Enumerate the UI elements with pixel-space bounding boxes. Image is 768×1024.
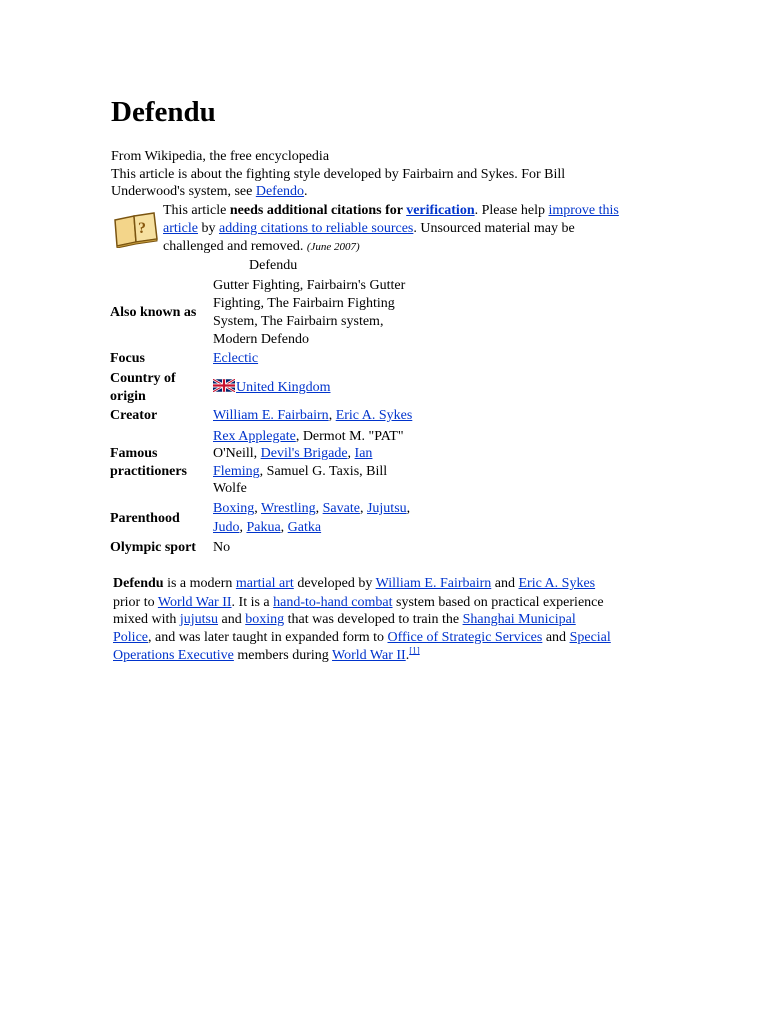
fairbairn-body-link[interactable]: William E. Fairbairn bbox=[375, 576, 492, 591]
soe-link-2[interactable]: Operations Executive bbox=[113, 648, 234, 663]
shanghai-police-link[interactable]: Shanghai Municipal bbox=[462, 612, 576, 627]
improve-article-link[interactable]: improve this bbox=[548, 203, 619, 218]
body-text: members during bbox=[233, 648, 333, 663]
famous-text: , bbox=[347, 446, 355, 461]
verification-link[interactable]: verification bbox=[406, 203, 475, 218]
hatnote-end: . bbox=[304, 184, 308, 199]
olympic-value: No bbox=[213, 540, 231, 555]
famous-label: Famous bbox=[110, 446, 158, 461]
creator-value bbox=[213, 407, 412, 425]
famous-text: , Dermot M. "PAT" bbox=[295, 429, 404, 444]
body-text: prior to bbox=[113, 595, 158, 610]
notice-text: . Unsourced material may be bbox=[413, 221, 575, 236]
notice-text: . Please help bbox=[474, 203, 549, 218]
ian-fleming-link[interactable]: Ian bbox=[354, 446, 373, 461]
tagline: From Wikipedia, the free encyclopedia bbox=[111, 149, 330, 164]
famous-text: , Samuel G. Taxis, Bill bbox=[259, 464, 388, 479]
body-text: mixed with bbox=[113, 612, 180, 627]
fairbairn-link[interactable]: William E. Fairbairn bbox=[213, 408, 329, 423]
martial-art-link[interactable]: martial art bbox=[235, 576, 294, 591]
sykes-link[interactable]: Eric A. Sykes bbox=[335, 408, 413, 423]
ian-fleming-link-2[interactable]: Fleming bbox=[213, 464, 260, 479]
united-kingdom-link[interactable]: United Kingdom bbox=[236, 380, 331, 395]
parenthood-line-2 bbox=[213, 519, 321, 537]
sykes-body-link[interactable]: Eric A. Sykes bbox=[518, 576, 596, 591]
country-label: Country of bbox=[110, 371, 176, 386]
body-line-3 bbox=[113, 611, 576, 629]
separator: , bbox=[328, 408, 336, 423]
wwii-link[interactable]: World War II bbox=[157, 595, 232, 610]
notice-line-2 bbox=[163, 220, 575, 238]
parenthood-label: Parenthood bbox=[110, 511, 180, 526]
hatnote-line-1: This article is about the fighting style developed by Fairbairn and Sykes. For Bill bbox=[111, 167, 566, 182]
body-text: and bbox=[218, 612, 246, 627]
shanghai-police-link-2[interactable]: Police bbox=[113, 630, 148, 645]
separator: , bbox=[406, 501, 411, 516]
body-text: is a modern bbox=[163, 576, 236, 591]
famous-label-2: practitioners bbox=[110, 464, 187, 479]
wwii-link-2[interactable]: World War II bbox=[332, 648, 406, 663]
boxing-link[interactable]: Boxing bbox=[213, 501, 255, 516]
body-text: system based on practical experience bbox=[392, 595, 604, 610]
gatka-link[interactable]: Gatka bbox=[287, 520, 322, 535]
boxing-body-link[interactable]: boxing bbox=[245, 612, 285, 627]
hatnote-line-2 bbox=[111, 183, 308, 201]
famous-line-1 bbox=[213, 428, 404, 446]
notice-date: (June 2007) bbox=[306, 241, 360, 253]
adding-citations-link[interactable]: adding citations to reliable sources bbox=[218, 221, 414, 236]
body-line-5 bbox=[113, 647, 420, 665]
body-text: and bbox=[491, 576, 519, 591]
separator: , bbox=[239, 520, 247, 535]
wrestling-link[interactable]: Wrestling bbox=[260, 501, 316, 516]
devils-brigade-link[interactable]: Devil's Brigade bbox=[260, 446, 348, 461]
improve-article-link-2[interactable]: article bbox=[163, 221, 198, 236]
reference-1-link[interactable]: [1] bbox=[409, 645, 420, 656]
famous-line-3 bbox=[213, 463, 387, 481]
creator-label: Creator bbox=[110, 408, 158, 423]
oss-link[interactable]: Office of Strategic Services bbox=[387, 630, 543, 645]
focus-label: Focus bbox=[110, 351, 145, 366]
book-question-icon bbox=[112, 210, 160, 248]
soe-link[interactable]: Special bbox=[569, 630, 611, 645]
focus-value bbox=[213, 350, 258, 368]
body-line-2 bbox=[113, 594, 604, 612]
country-label-2: origin bbox=[110, 389, 146, 404]
notice-text: This article bbox=[163, 203, 230, 218]
hand-to-hand-link[interactable]: hand-to-hand combat bbox=[273, 595, 393, 610]
body-text: , and was later taught in expanded form to bbox=[148, 630, 388, 645]
body-text: developed by bbox=[293, 576, 376, 591]
applegate-link[interactable]: Rex Applegate bbox=[213, 429, 296, 444]
body-line-4 bbox=[113, 629, 611, 647]
notice-text: challenged and removed. bbox=[163, 239, 307, 254]
separator: , bbox=[254, 501, 261, 516]
parenthood-line-1 bbox=[213, 500, 410, 518]
savate-link[interactable]: Savate bbox=[322, 501, 360, 516]
jujutsu-body-link[interactable]: jujutsu bbox=[179, 612, 219, 627]
uk-flag-icon bbox=[213, 379, 235, 392]
separator: , bbox=[280, 520, 288, 535]
eclectic-link[interactable]: Eclectic bbox=[213, 351, 259, 366]
olympic-label: Olympic sport bbox=[110, 540, 196, 555]
famous-line-4: Wolfe bbox=[213, 481, 247, 496]
notice-line-3 bbox=[163, 238, 360, 256]
body-text: and bbox=[542, 630, 570, 645]
also-known-as-label: Also known as bbox=[110, 305, 197, 320]
defendo-link[interactable]: Defendo bbox=[255, 184, 305, 199]
body-text: that was developed to train the bbox=[284, 612, 463, 627]
svg-text:?: ? bbox=[138, 220, 146, 237]
jujutsu-link[interactable]: Jujutsu bbox=[366, 501, 407, 516]
body-text: . It is a bbox=[231, 595, 274, 610]
judo-link[interactable]: Judo bbox=[213, 520, 240, 535]
notice-bold: needs additional citations for bbox=[229, 203, 407, 218]
separator: , bbox=[359, 501, 367, 516]
country-value bbox=[213, 379, 331, 397]
famous-line-2 bbox=[213, 445, 372, 463]
pakua-link[interactable]: Pakua bbox=[246, 520, 281, 535]
separator: , bbox=[315, 501, 323, 516]
notice-line-1 bbox=[163, 202, 619, 220]
famous-text: O'Neill, bbox=[213, 446, 261, 461]
also-known-as-value-3: System, The Fairbairn system, bbox=[213, 314, 384, 329]
hatnote-text: Underwood's system, see bbox=[111, 184, 256, 199]
also-known-as-value-1: Gutter Fighting, Fairbairn's Gutter bbox=[213, 278, 406, 293]
also-known-as-value-2: Fighting, The Fairbairn Fighting bbox=[213, 296, 395, 311]
page-title: Defendu bbox=[111, 96, 216, 128]
body-text: . bbox=[405, 648, 410, 663]
article-subject: Defendu bbox=[113, 576, 164, 591]
notice-text: by bbox=[197, 221, 219, 236]
body-line-1 bbox=[113, 575, 595, 593]
infobox-caption: Defendu bbox=[249, 258, 298, 273]
also-known-as-value-4: Modern Defendo bbox=[213, 332, 310, 347]
